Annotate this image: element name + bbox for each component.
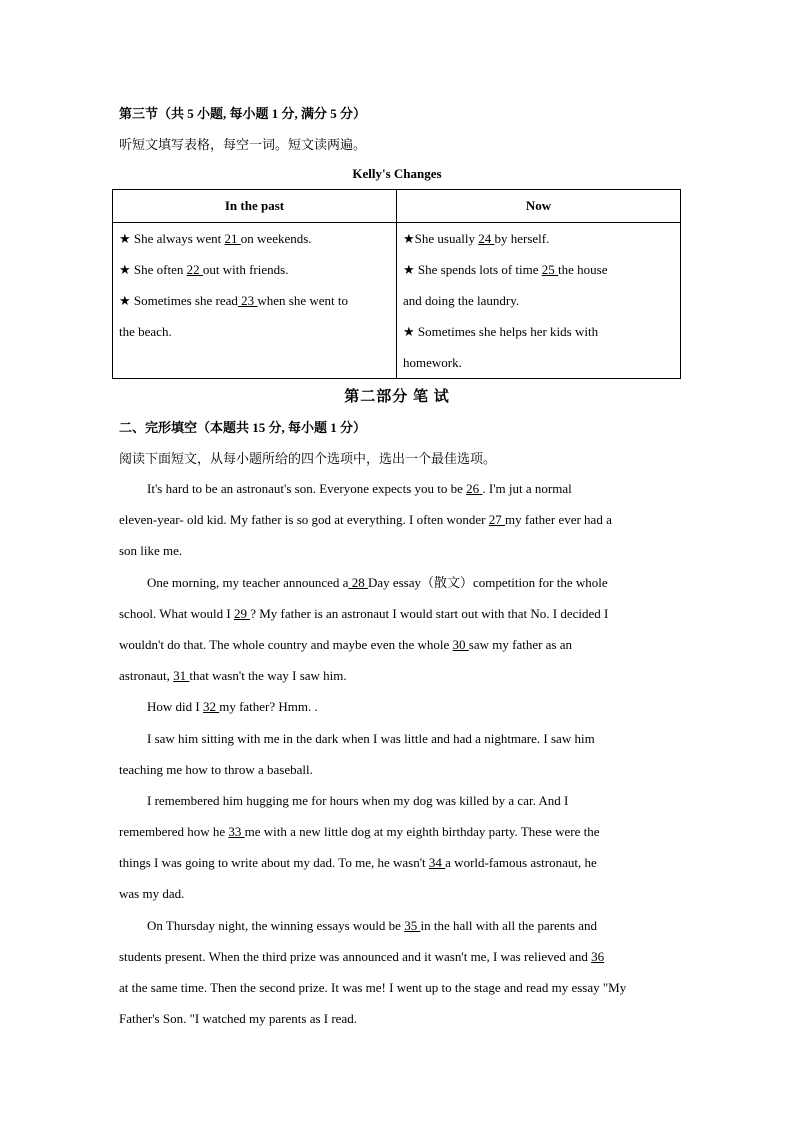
past-line-3: ★ Sometimes she read 23 when she went to xyxy=(119,293,349,308)
blank-24[interactable]: 24 xyxy=(478,231,495,246)
cloze-instruction: 阅读下面短文，从每小题所给的四个选项中，选出一个最佳选项。 xyxy=(119,451,497,466)
past-cell xyxy=(113,223,397,379)
col-header-past: In the past xyxy=(113,190,397,223)
paragraph-3 xyxy=(119,691,675,722)
p6-line-1: On Thursday night, the winning essays would be 35 in the hall with all the parents and xyxy=(147,918,598,933)
p1-line-3: son like me. xyxy=(119,543,183,558)
p1-line-2: eleven-year- old kid. My father is so god at everything. I often wonder 27 my father ever had a xyxy=(119,512,612,527)
p2-line-4: astronaut, 31 that wasn't the way I saw him. xyxy=(119,668,347,683)
blank-25[interactable]: 25 xyxy=(541,262,559,277)
p6-line-4: Father's Son. "I watched my parents as I read. xyxy=(119,1011,357,1026)
blank-26[interactable]: 26 xyxy=(466,481,483,496)
paragraph-4 xyxy=(119,723,675,785)
p5-line-3: things I was going to write about my dad. To me, he wasn't 34 a world-famous astronaut, he xyxy=(119,855,597,870)
blank-29[interactable]: 29 xyxy=(233,606,251,621)
now-line-3: and doing the laundry. xyxy=(403,293,520,308)
cloze-heading: 二、完形填空（本题共 15 分, 每小题 1 分） xyxy=(119,420,367,435)
blank-30[interactable]: 30 xyxy=(452,637,469,652)
p5-line-1: I remembered him hugging me for hours when my dog was killed by a car. And I xyxy=(147,793,569,808)
p5-line-4: was my dad. xyxy=(119,886,185,901)
blank-22[interactable]: 22 xyxy=(186,262,203,277)
p2-line-2: school. What would I 29 ? My father is an astronaut I would start out with that No. I decided I xyxy=(119,606,609,621)
now-line-2: ★ She spends lots of time 25 the house xyxy=(403,262,608,277)
past-line-2: ★ She often 22 out with friends. xyxy=(119,262,289,277)
p4-line-2: teaching me how to throw a baseball. xyxy=(119,762,313,777)
now-line-5: homework. xyxy=(403,355,462,370)
blank-21[interactable]: 21 xyxy=(224,231,241,246)
p1-line-1: It's hard to be an astronaut's son. Everyone expects you to be 26 . I'm jut a normal xyxy=(147,481,572,496)
blank-31[interactable]: 31 xyxy=(173,668,190,683)
section3-heading: 第三节（共 5 小题, 每小题 1 分, 满分 5 分） xyxy=(119,106,367,121)
blank-34[interactable]: 34 xyxy=(428,855,446,870)
part2-heading: 第二部分 笔 试 xyxy=(344,389,450,405)
col-header-now: Now xyxy=(397,190,681,223)
p2-line-1: One morning, my teacher announced a 28 Day essay（散文）competition for the whole xyxy=(147,575,608,590)
table-title: Kelly's Changes xyxy=(352,166,442,181)
now-line-4: ★ Sometimes she helps her kids with xyxy=(403,324,599,339)
p5-line-2: remembered how he 33 me with a new little dog at my eighth birthday party. These were the xyxy=(119,824,600,839)
p2-line-3: wouldn't do that. The whole country and maybe even the whole 30 saw my father as an xyxy=(119,637,573,652)
blank-28[interactable]: 28 xyxy=(348,575,368,590)
blank-27[interactable]: 27 xyxy=(488,512,506,527)
blank-36[interactable]: 36 xyxy=(591,949,605,964)
p6-line-3: at the same time. Then the second prize. It was me! I went up to the stage and read my essay "My xyxy=(119,980,627,995)
blank-35[interactable]: 35 xyxy=(404,918,421,933)
p3-line-1: How did I 32 my father? Hmm. . xyxy=(147,699,318,714)
section3-instruction: 听短文填写表格，每空一词。短文读两遍。 xyxy=(119,137,367,152)
p4-line-1: I saw him sitting with me in the dark when I was little and had a nightmare. I saw him xyxy=(147,731,595,746)
p6-line-2: students present. When the third prize was announced and it wasn't me, I was relieved and 36 xyxy=(119,949,605,964)
past-line-4: the beach. xyxy=(119,324,172,339)
blank-33[interactable]: 33 xyxy=(228,824,245,839)
now-line-1: ★She usually 24 by herself. xyxy=(403,231,550,246)
paragraph-5 xyxy=(119,785,675,909)
paragraph-2 xyxy=(119,567,675,691)
now-cell xyxy=(397,223,681,379)
kelly-changes-table xyxy=(112,189,681,379)
paragraph-6 xyxy=(119,910,675,1034)
blank-23[interactable]: 23 xyxy=(237,293,258,308)
blank-32[interactable]: 32 xyxy=(202,699,220,714)
past-line-1: ★ She always went 21 on weekends. xyxy=(119,231,312,246)
paragraph-1 xyxy=(119,473,675,566)
